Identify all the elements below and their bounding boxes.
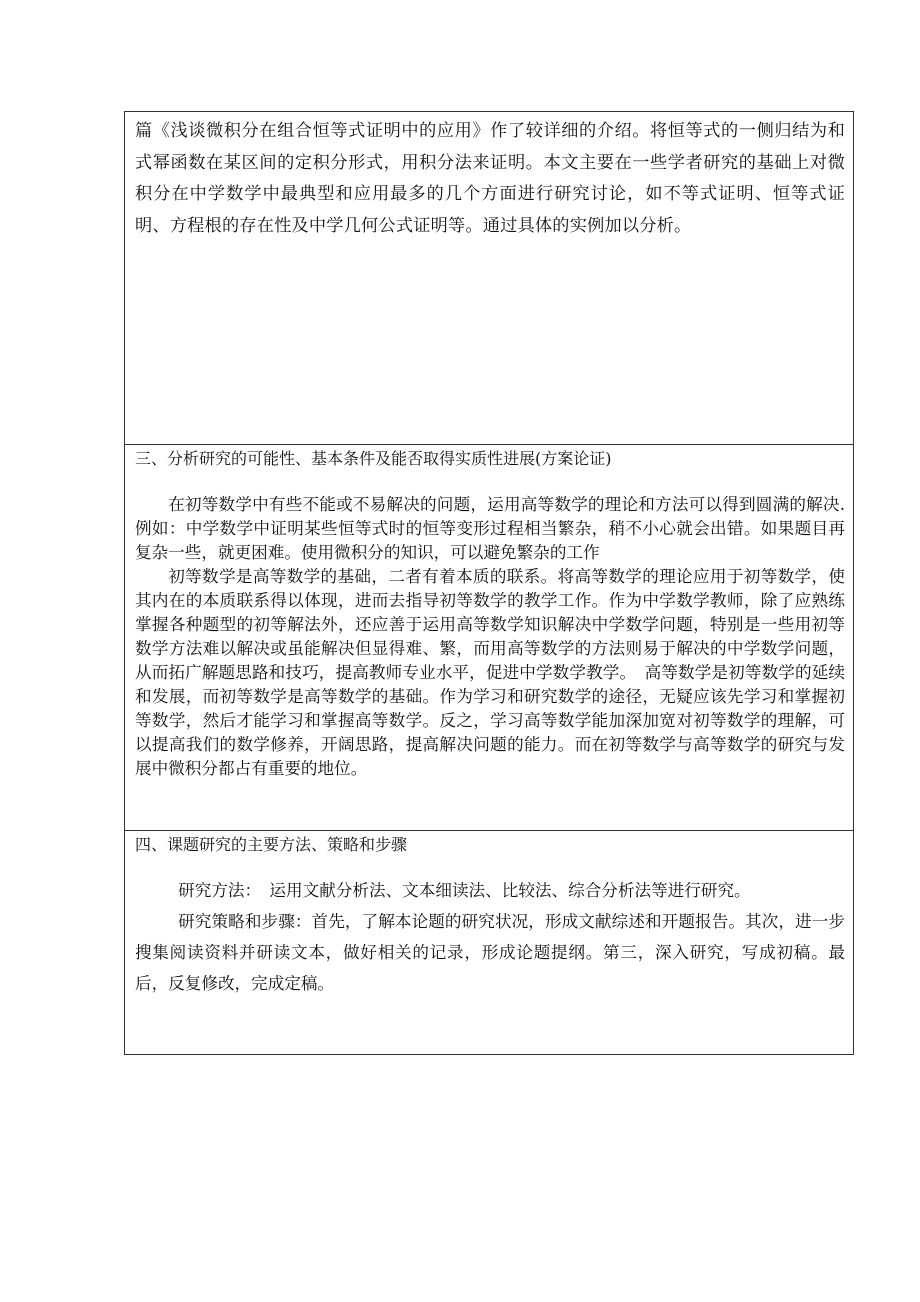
section-3-paragraph-2: 初等数学是高等数学的基础，二者有着本质的联系。将高等数学的理论应用于初等数学，使其内在的本质联系得以体现，进而去指导初等数学的教学工作。作为中学数学教师，除了应熟练掌握各种题型的初等解法外，还应善于运用高等数学知识解决中学数学问题，特别是一些用初等数学方法难以解决或虽能解决但显得难、繁，而用高等数学的方法则易于解决的中学数学问题，从而拓广解题思路和技巧，提高教师专业水平，促进中学数学教学。 高等数学是初等数学的延续和发展，而初等数学是高等数学的基础。作为学习和研究数学的途径，无疑应该先学习和掌握初等数学，然后才能学习和掌握高等数学。反之，学习高等数学能加深加宽对初等数学的理解，可以提高我们的数学修养，开阔思路，提高解决问题的能力。而在初等数学与高等数学的研究与发展中微积分都占有重要的地位。	[135, 567, 845, 778]
cell-section-2-continued	[125, 112, 853, 445]
section-2-continued-text: 篇《浅谈微积分在组合恒等式证明中的应用》作了较详细的介绍。将恒等式的一侧归结为和式幂函数在某区间的定积分形式，用积分法来证明。本文主要在一些学者研究的基础上对微积分在中学数学中最典型和应用最多的几个方面进行研究讨论，如不等式证明、恒等式证明、方程根的存在性及中学几何公式证明等。通过具体的实例加以分析。	[135, 121, 845, 236]
section-4-steps: 研究策略和步骤：首先，了解本论题的研究状况，形成文献综述和开题报告。其次，进一步搜集阅读资料并研读文本，做好相关的记录，形成论题提纲。第三，深入研究，写成初稿。最后，反复修改，完成定稿。	[135, 912, 845, 993]
cell-section-4	[125, 831, 853, 1054]
proposal-table	[124, 111, 854, 1055]
section-3-heading: 三、分析研究的可能性、基本条件及能否取得实质性进展(方案论证)	[135, 449, 612, 468]
section-4-heading: 四、课题研究的主要方法、策略和步骤	[135, 835, 408, 854]
section-4-methods: 研究方法： 运用文献分析法、文本细读法、比较法、综合分析法等进行研究。	[178, 881, 751, 900]
cell-section-3	[125, 445, 853, 831]
section-3-paragraph-1: 在初等数学中有些不能或不易解决的问题，运用高等数学的理论和方法可以得到圆满的解决.例如：中学数学中证明某些恒等式时的恒等变形过程相当繁杂，稍不小心就会出错。如果题目再复杂一些，就更困难。使用微积分的知识，可以避免繁杂的工作	[135, 495, 845, 562]
